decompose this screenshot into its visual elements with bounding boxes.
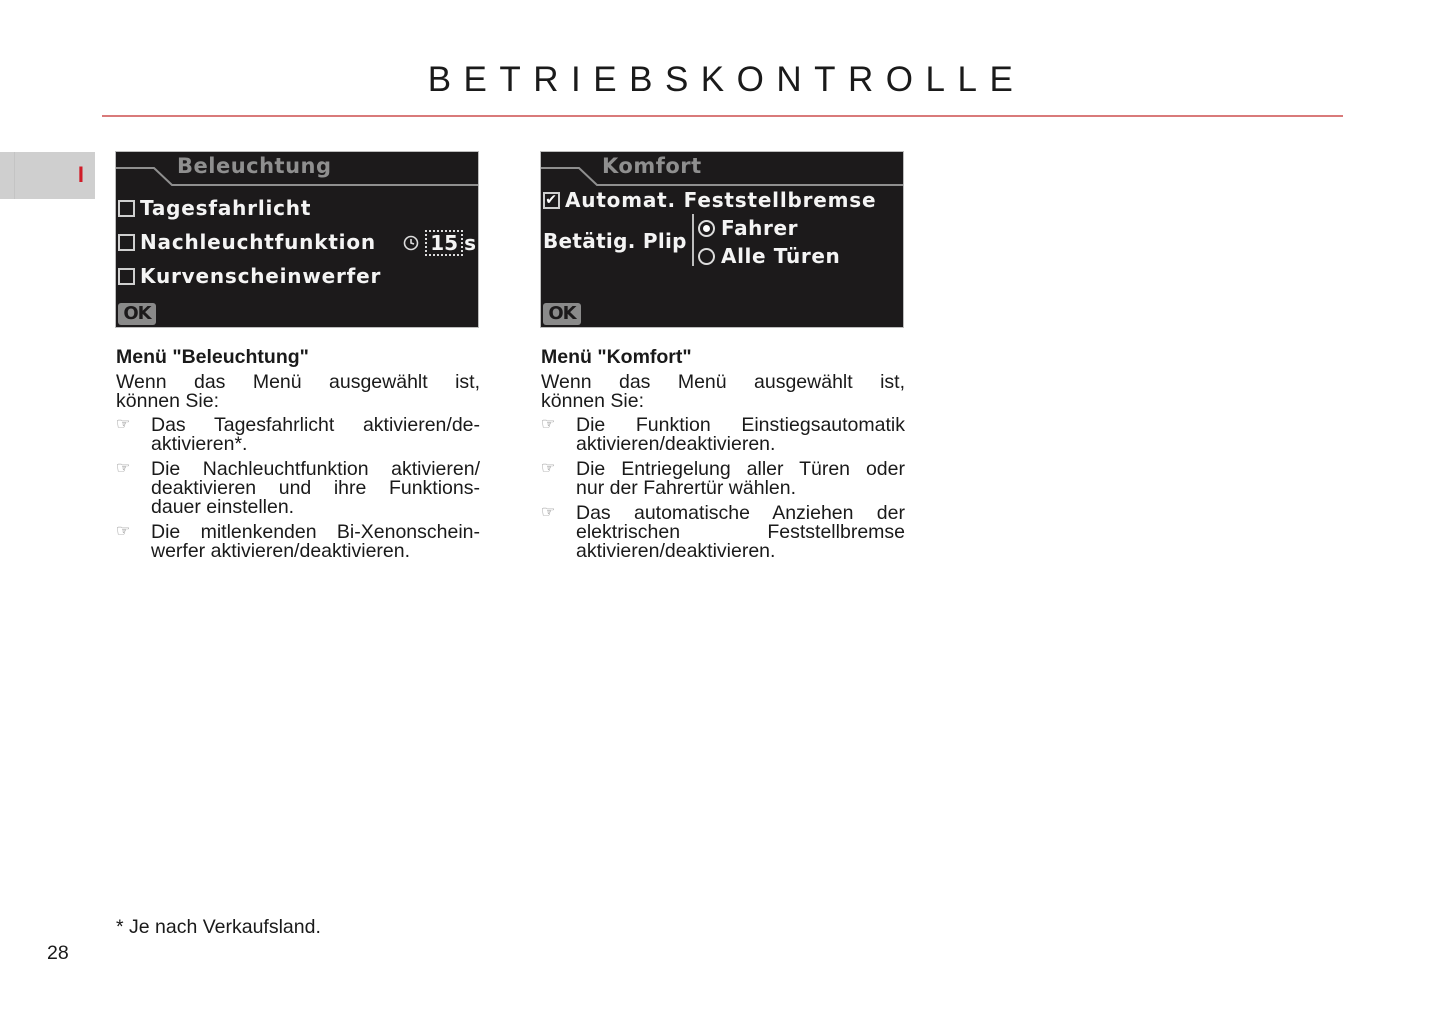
pointing-hand-icon: ☞ xyxy=(541,504,556,521)
list-item-line: Die mitlenkenden Bi-Xenonschein- xyxy=(151,521,480,543)
title-divider xyxy=(102,115,1343,117)
option-automat-feststellbremse[interactable] xyxy=(543,188,876,212)
intro-line: können Sie: xyxy=(541,390,644,412)
list-item xyxy=(541,416,905,454)
list-item-line: Das automatische Anziehen der xyxy=(576,502,905,524)
screen-header xyxy=(541,152,903,188)
list-item xyxy=(116,523,480,561)
checkbox-checked-icon[interactable]: ✔ xyxy=(543,192,560,209)
section-tab xyxy=(0,152,95,199)
pointing-hand-icon: ☞ xyxy=(541,460,556,477)
radio-icon[interactable] xyxy=(698,248,715,265)
header-tab-line-icon xyxy=(541,152,904,188)
option-label: Nachleuchtfunktion xyxy=(140,230,376,254)
plip-label: Betätig. Plip xyxy=(543,229,687,253)
section-beleuchtung xyxy=(116,345,480,567)
section-heading: Menü "Komfort" xyxy=(541,346,692,368)
pointing-hand-icon: ☞ xyxy=(541,416,556,433)
bullet-list xyxy=(541,416,905,561)
ok-button[interactable]: OK xyxy=(543,303,581,325)
list-item-line: werfer aktivieren/deaktivieren. xyxy=(151,540,411,562)
option-label: Automat. Feststellbremse xyxy=(565,188,877,212)
screen-title: Komfort xyxy=(602,154,702,178)
display-beleuchtung xyxy=(115,151,479,328)
pointing-hand-icon: ☞ xyxy=(116,460,131,477)
list-item-line: aktivieren/deaktivieren. xyxy=(576,433,776,455)
screen-header xyxy=(116,152,478,188)
list-item xyxy=(116,460,480,517)
intro-line: können Sie: xyxy=(116,390,219,412)
checkbox-icon[interactable] xyxy=(118,268,135,285)
list-item-line: dauer einstellen. xyxy=(151,496,295,518)
timer-unit: s xyxy=(464,231,476,255)
list-item-line: Die Funktion Einstiegsautomatik xyxy=(576,414,905,436)
checkbox-icon[interactable] xyxy=(118,200,135,217)
list-item-line: Die Nachleuchtfunktion aktivieren/ xyxy=(151,458,480,480)
timer-value[interactable]: 15 xyxy=(425,230,463,256)
timer-setting[interactable] xyxy=(403,230,476,256)
option-tagesfahrlicht[interactable] xyxy=(118,196,311,220)
option-kurvenscheinwerfer[interactable] xyxy=(118,264,381,288)
list-item xyxy=(116,416,480,454)
ok-button[interactable]: OK xyxy=(118,303,156,325)
display-komfort xyxy=(540,151,904,328)
list-item xyxy=(541,504,905,561)
radio-label: Fahrer xyxy=(721,216,799,240)
clock-icon xyxy=(403,235,419,251)
list-item-line: elektrischen Feststellbremse xyxy=(576,521,905,543)
list-item-line: Die Entriegelung aller Türen oder xyxy=(576,458,905,480)
intro-line: Wenn das Menü ausgewählt ist, xyxy=(541,371,905,393)
section-intro xyxy=(541,373,905,411)
section-komfort xyxy=(541,345,905,567)
pointing-hand-icon: ☞ xyxy=(116,523,131,540)
checkbox-icon[interactable] xyxy=(118,234,135,251)
bullet-list xyxy=(116,416,480,561)
list-item-line: deaktivieren und ihre Funktions- xyxy=(151,477,480,499)
list-item-line: Das Tagesfahrlicht aktivieren/de- xyxy=(151,414,480,436)
page-title: BETRIEBSKONTROLLE xyxy=(427,60,1026,99)
list-item xyxy=(541,460,905,498)
pointing-hand-icon: ☞ xyxy=(116,416,131,433)
intro-line: Wenn das Menü ausgewählt ist, xyxy=(116,371,480,393)
screen-title: Beleuchtung xyxy=(177,154,332,178)
option-label: Tagesfahrlicht xyxy=(140,196,312,220)
radio-alle-tueren[interactable] xyxy=(698,244,840,268)
radio-label: Alle Türen xyxy=(721,244,841,268)
list-item-line: aktivieren/deaktivieren. xyxy=(576,540,776,562)
list-item-line: aktivieren*. xyxy=(151,433,248,455)
radio-fahrer[interactable] xyxy=(698,216,798,240)
footnote: * Je nach Verkaufsland. xyxy=(116,916,321,938)
option-nachleuchtfunktion[interactable] xyxy=(118,230,376,254)
section-heading: Menü "Beleuchtung" xyxy=(116,346,309,368)
radio-selected-icon[interactable] xyxy=(698,220,715,237)
section-intro xyxy=(116,373,480,411)
option-label: Kurvenscheinwerfer xyxy=(140,264,382,288)
section-tab-label: I xyxy=(77,162,84,187)
plip-divider xyxy=(692,214,694,266)
page-number: 28 xyxy=(47,942,69,964)
section-tab-divider xyxy=(14,152,15,199)
list-item-line: nur der Fahrertür wählen. xyxy=(576,477,797,499)
